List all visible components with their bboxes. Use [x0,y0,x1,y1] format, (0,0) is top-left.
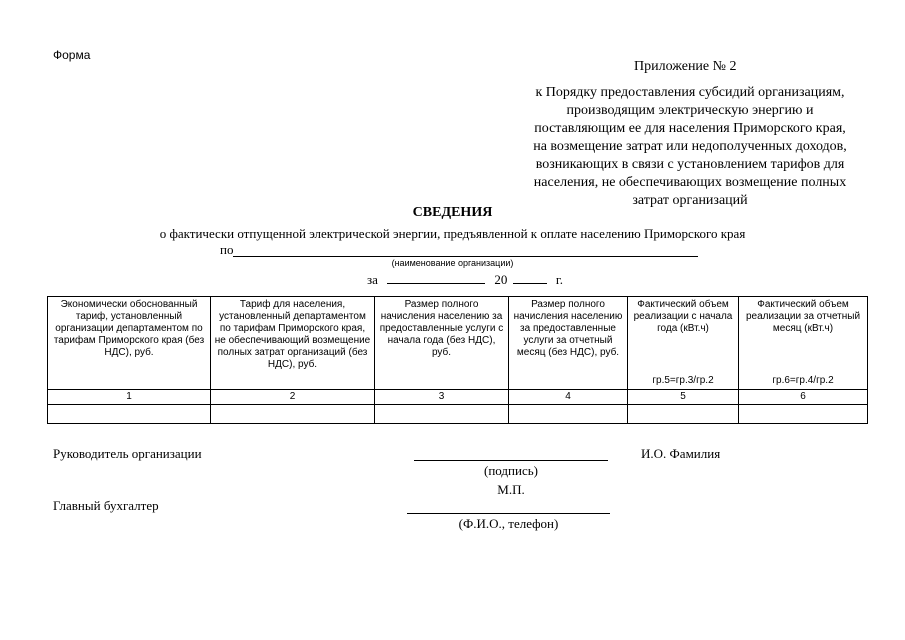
table-header-cell: Экономически обоснованный тариф, установленный организации департаментом по тарифам Приморского края (без НДС), руб. [48,297,211,390]
period-month-field[interactable] [387,273,485,284]
period-suffix: г. [555,272,564,287]
data-cell[interactable] [509,405,628,424]
form-label: Форма [53,48,91,62]
appendix-line: на возмещение затрат или недополученных доходов, [533,139,847,154]
column-formula: гр.6=гр.4/гр.2 [772,375,834,386]
column-formula: гр.5=гр.3/гр.2 [652,375,714,386]
appendix-line: производящим электрическую энергию и [566,103,814,118]
table-header-cell: Фактический объем реализации за отчетный месяц (кВт.ч) гр.6=гр.4/гр.2 [739,297,868,390]
column-number: 2 [211,390,375,405]
period-year-prefix: 20 [494,272,508,287]
column-number: 6 [739,390,868,405]
data-cell[interactable] [211,405,375,424]
data-cell[interactable] [375,405,509,424]
accountant-signature-field[interactable] [407,513,610,514]
report-table [47,296,868,424]
appendix-title: Приложение № 2 [634,59,737,74]
data-cell[interactable] [48,405,211,424]
accountant-role-label: Главный бухгалтер [53,498,159,513]
appendix-description [505,84,875,210]
period-year-field[interactable] [513,273,547,284]
table-header-cell: Размер полного начисления населению за предоставленные услуги за отчетный месяц (без НДС), руб. [509,297,628,390]
document-subtitle: о фактически отпущенной электрической энергии, предъявленной к оплате населению Приморского края [159,226,746,241]
head-role-label: Руководитель организации [53,446,202,461]
column-number: 5 [628,390,739,405]
document-title: СВЕДЕНИЯ [412,205,493,220]
column-number: 3 [375,390,509,405]
appendix-line: возникающих в связи с установлением тарифов для [535,157,845,172]
table-header-cell: Фактический объем реализации с начала года (кВт.ч) гр.5=гр.3/гр.2 [628,297,739,390]
accountant-caption: (Ф.И.О., телефон) [458,516,559,531]
organization-prefix: по [220,242,234,257]
table-data-row [48,405,868,424]
data-cell[interactable] [739,405,868,424]
appendix-line: затрат организаций [632,193,748,208]
head-name: И.О. Фамилия [641,446,721,461]
column-number: 4 [509,390,628,405]
appendix-line: поставляющим ее для населения Приморского края, [534,121,846,136]
reporting-period [367,272,563,288]
table-header-row [48,297,868,390]
appendix-line: к Порядку предоставления субсидий организациям, [535,85,845,100]
organization-caption: (наименование организации) [391,258,514,268]
table-header-cell: Размер полного начисления населению за предоставленные услуги с начала года (без НДС), руб. [375,297,509,390]
period-prefix: за [367,272,378,287]
signature-caption: (подпись) [484,463,538,478]
stamp-place: М.П. [497,482,525,497]
data-cell[interactable] [628,405,739,424]
column-number: 1 [48,390,211,405]
organization-name-field[interactable] [233,256,698,257]
table-number-row [48,390,868,405]
head-signature-field[interactable] [414,460,608,461]
table-header-cell: Тариф для населения, установленный департаментом по тарифам Приморского края, не обеспечивающий возмещение полных затрат организаций (без НДС), руб. [211,297,375,390]
appendix-line: населения, не обеспечивающих возмещение полных [533,175,847,190]
